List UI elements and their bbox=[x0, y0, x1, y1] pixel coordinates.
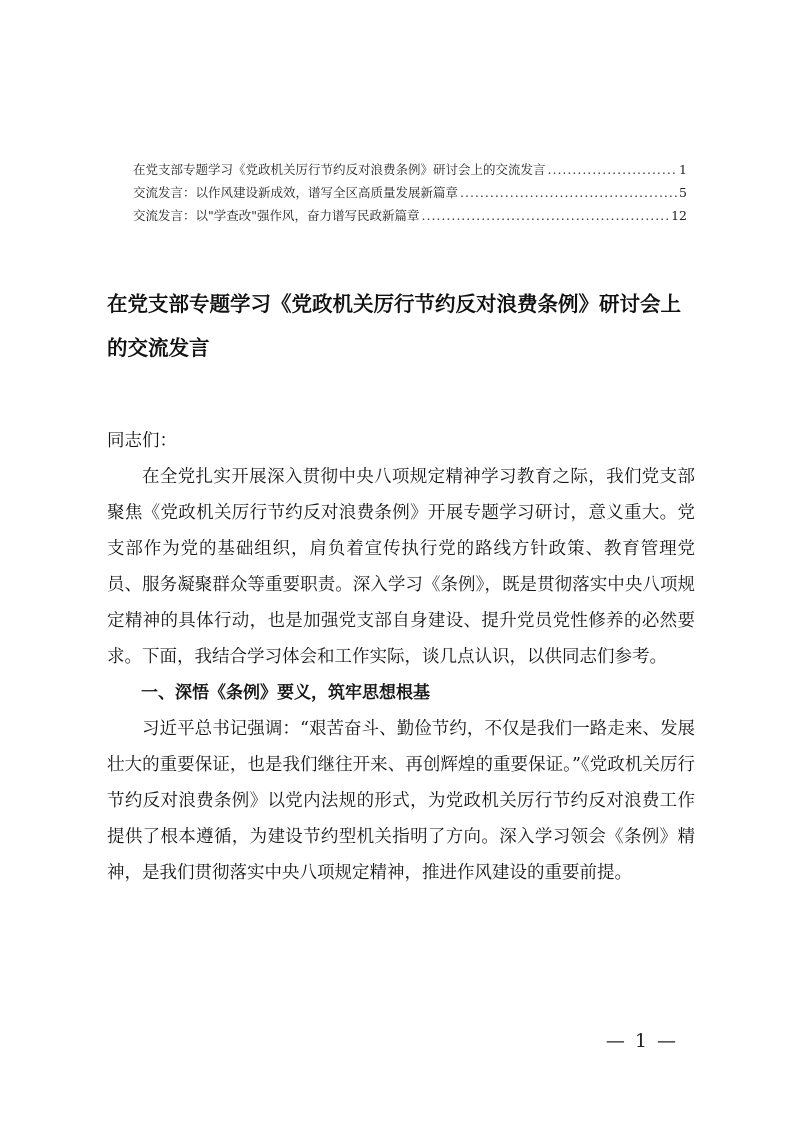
body-paragraph: 习近平总书记强调：“艰苦奋斗、勤俭节约，不仅是我们一路走来、发展壮大的重要保证，也是我们继往开来、再创辉煌的重要保证。”《党政机关厉行节约反对浪费条例》以党内法规的形式，为党政机关厉行节约反对浪费工作提供了根本遵循，为建设节约型机关指明了方向。深入学习领会《条例》精神，是我们贯彻落实中央八项规定精神，推进作风建设的重要前提。 bbox=[107, 719, 695, 883]
salutation: 同志们： bbox=[107, 431, 177, 451]
page-number: — 1 — bbox=[605, 1030, 678, 1052]
toc-entry-title: 交流发言：以作风建设新成效，谱写全区高质量发展新篇章 bbox=[133, 185, 459, 200]
toc-entry-title: 交流发言：以"学查改"强作风，奋力谱写民政新篇章 bbox=[133, 208, 420, 223]
toc-entry-page: 5 bbox=[679, 185, 687, 200]
document-title: 在党支部专题学习《党政机关厉行节约反对浪费条例》研讨会上的交流发言 bbox=[107, 292, 681, 360]
toc-leader-dots bbox=[422, 204, 670, 227]
document-body bbox=[107, 423, 695, 891]
toc-entry[interactable] bbox=[133, 181, 687, 204]
toc-entry-page: 1 bbox=[679, 162, 687, 177]
toc-leader-dots bbox=[548, 158, 678, 181]
toc-entry[interactable] bbox=[133, 204, 687, 227]
table-of-contents bbox=[133, 158, 687, 227]
toc-leader-dots bbox=[460, 181, 677, 204]
section-heading: 一、深悟《条例》要义，筑牢思想根基 bbox=[141, 683, 430, 703]
toc-entry-page: 12 bbox=[671, 208, 687, 223]
toc-entry[interactable] bbox=[133, 158, 687, 181]
toc-entry-title: 在党支部专题学习《党政机关厉行节约反对浪费条例》研讨会上的交流发言 bbox=[133, 162, 546, 177]
body-paragraph: 在全党扎实开展深入贯彻中央八项规定精神学习教育之际，我们党支部聚焦《党政机关厉行节约反对浪费条例》开展专题学习研讨，意义重大。党支部作为党的基础组织，肩负着宣传执行党的路线方针政策、教育管理党员、服务凝聚群众等重要职责。深入学习《条例》，既是贯彻落实中央八项规定精神的具体行动，也是加强党支部自身建设、提升党员党性修养的必然要求。下面，我结合学习体会和工作实际，谈几点认识，以供同志们参考。 bbox=[107, 467, 695, 667]
